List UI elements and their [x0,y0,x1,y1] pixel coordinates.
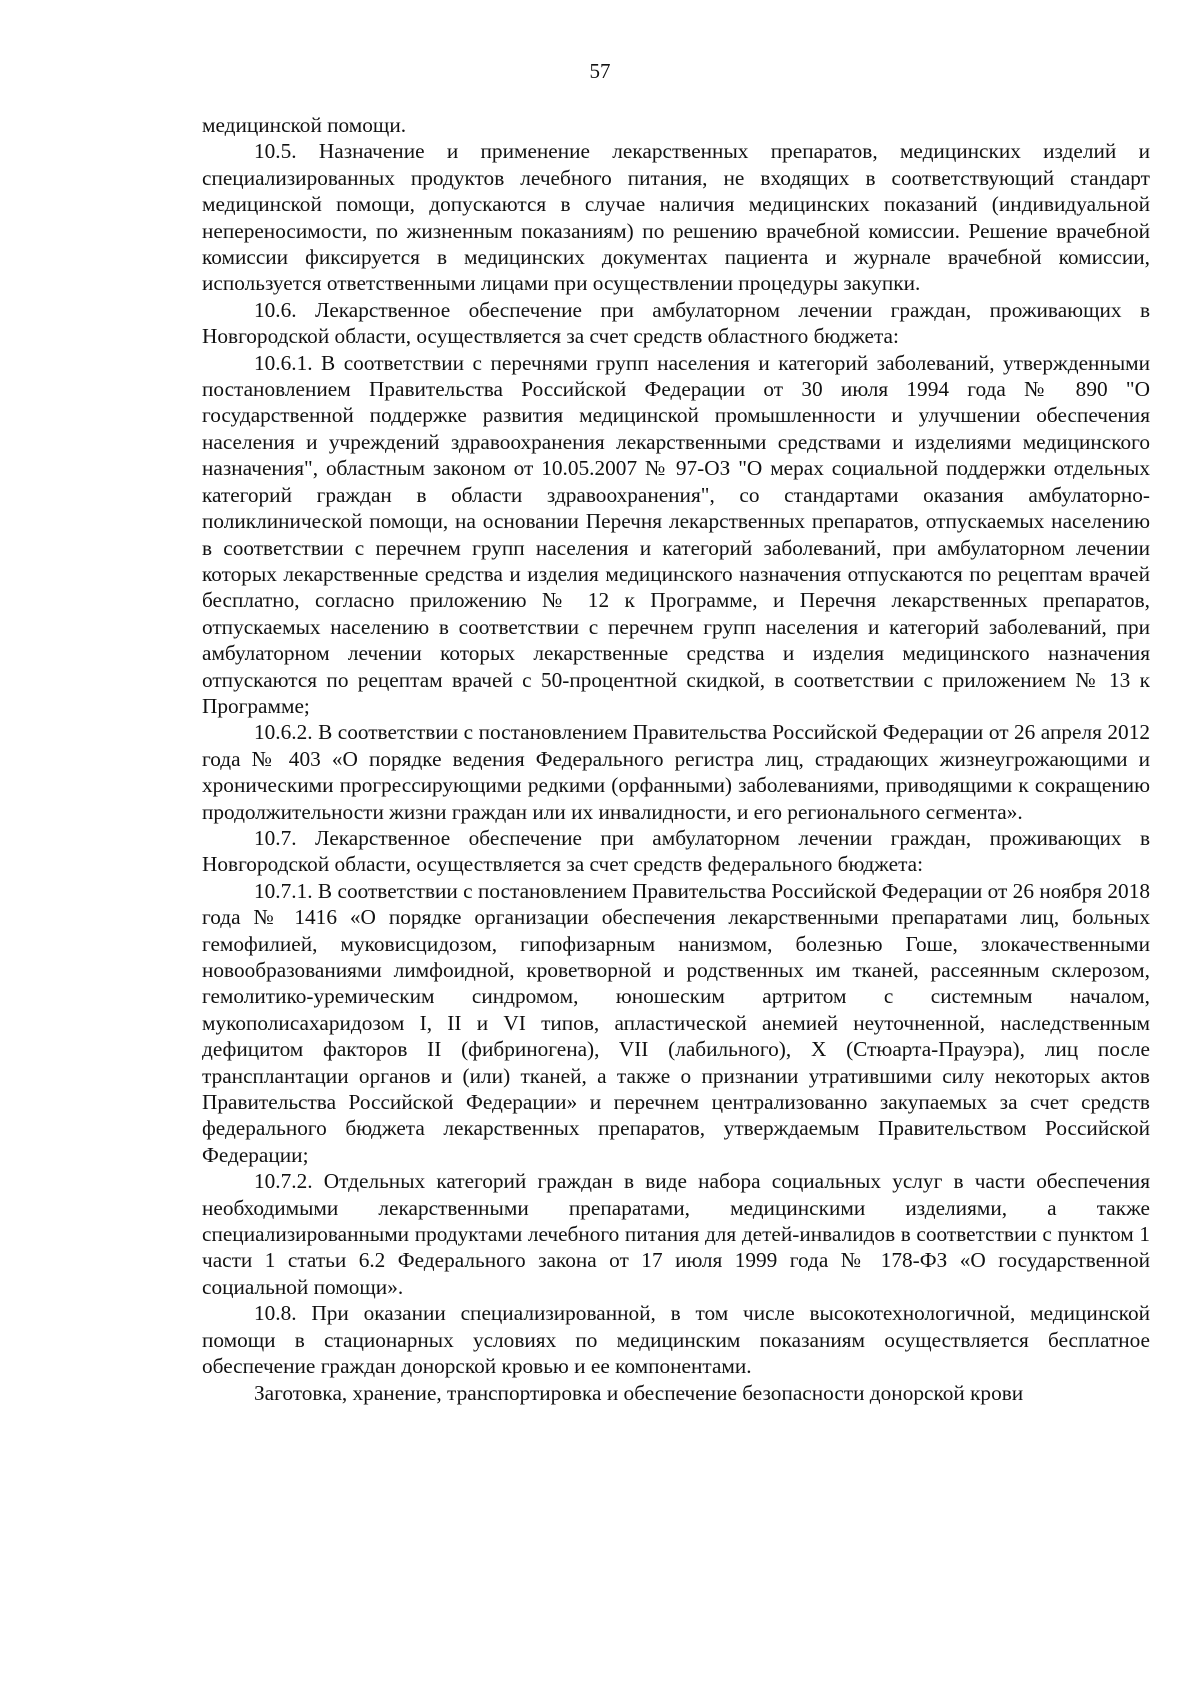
paragraph-10-7-2: 10.7.2. Отдельных категорий граждан в виде набора социальных услуг в части обеспечения необходимыми лекарственными препаратами, медицинскими изделиями, а также специализированными продуктами лечебного питания для детей-инвалидов в соответствии с пунктом 1 части 1 статьи 6.2 Федерального закона от 17 июля 1999 года № 178-ФЗ «О государственной социальной помощи». [202,1169,1150,1299]
paragraph-10-5: 10.5. Назначение и применение лекарственных препаратов, медицинских изделий и специализированных продуктов лечебного питания, не входящих в соответствующий стандарт медицинской помощи, допускаются в случае наличия медицинских показаний (индивидуальной непереносимости, по жизненным показаниям) по решению врачебной комиссии. Решение врачебной комиссии фиксируется в медицинских документах пациента и журнале врачебной комиссии, используется ответственными лицами при осуществлении процедуры закупки. [202,139,1150,296]
paragraph-10-8: 10.8. При оказании специализированной, в том числе высокотехнологичной, медицинской помощи в стационарных условиях по медицинским показаниям осуществляется бесплатное обеспечение граждан донорской кровью и ее компонентами. [202,1301,1150,1379]
paragraph-10-6-1: 10.6.1. В соответствии с перечнями групп населения и категорий заболеваний, утвержденными постановлением Правительства Российской Федерации от 30 июля 1994 года № 890 "О государственной поддержке развития медицинской промышленности и улучшении обеспечения населения и учреждений здравоохранения лекарственными средствами и изделиями медицинского назначения", областным законом от 10.05.2007 № 97-ОЗ "О мерах социальной поддержки отдельных категорий граждан в области здравоохранения", со стандартами оказания амбулаторно-поликлинической помощи, на основании Перечня лекарственных препаратов, отпускаемых населению в соответствии с перечнем групп населения и категорий заболеваний, при амбулаторном лечении которых лекарственные средства и изделия медицинского назначения отпускаются по рецептам врачей бесплатно, согласно приложению № 12 к Программе, и Перечня лекарственных препаратов, отпускаемых населению в соответствии с перечнем групп населения и категорий заболеваний, при амбулаторном лечении которых лекарственные средства и изделия медицинского назначения отпускаются по рецептам врачей с 50-процентной скидкой, в соответствии с приложением № 13 к Программе; [202,350,1150,718]
paragraph-continuation: медицинской помощи. [202,113,407,137]
paragraph-10-6: 10.6. Лекарственное обеспечение при амбулаторном лечении граждан, проживающих в Новгородской области, осуществляется за счет средств областного бюджета: [202,297,1150,349]
document-body [202,112,1150,1406]
paragraph-10-7: 10.7. Лекарственное обеспечение при амбулаторном лечении граждан, проживающих в Новгородской области, осуществляется за счет средств федерального бюджета: [202,825,1150,877]
paragraph-10-7-1: 10.7.1. В соответствии с постановлением Правительства Российской Федерации от 26 ноября 2018 года № 1416 «О порядке организации обеспечения лекарственными препаратами лиц, больных гемофилией, муковисцидозом, гипофизарным нанизмом, болезнью Гоше, злокачественными новообразованиями лимфоидной, кроветворной и родственных им тканей, рассеянным склерозом, гемолитико-уремическим синдромом, юношеским артритом с системным началом, мукополисахаридозом I, II и VI типов, апластической анемией неуточненной, наследственным дефицитом факторов II (фибриногена), VII (лабильного), X (Стюарта-Прауэра), лиц после трансплантации органов и (или) тканей, а также о признании утратившими силу некоторых актов Правительства Российской Федерации» и перечнем централизованно закупаемых за счет средств федерального бюджета лекарственных препаратов, утверждаемым Правительством Российской Федерации; [202,878,1150,1167]
page-number: 57 [589,59,611,83]
paragraph-10-6-2: 10.6.2. В соответствии с постановлением Правительства Российской Федерации от 26 апреля 2012 года № 403 «О порядке ведения Федерального регистра лиц, страдающих жизнеугрожающими и хроническими прогрессирующими редкими (орфанными) заболеваниями, приводящими к сокращению продолжительности жизни граждан или их инвалидности, и его регионального сегмента». [202,720,1150,824]
paragraph-donor-blood: Заготовка, хранение, транспортировка и обеспечение безопасности донорской крови [254,1380,1024,1405]
